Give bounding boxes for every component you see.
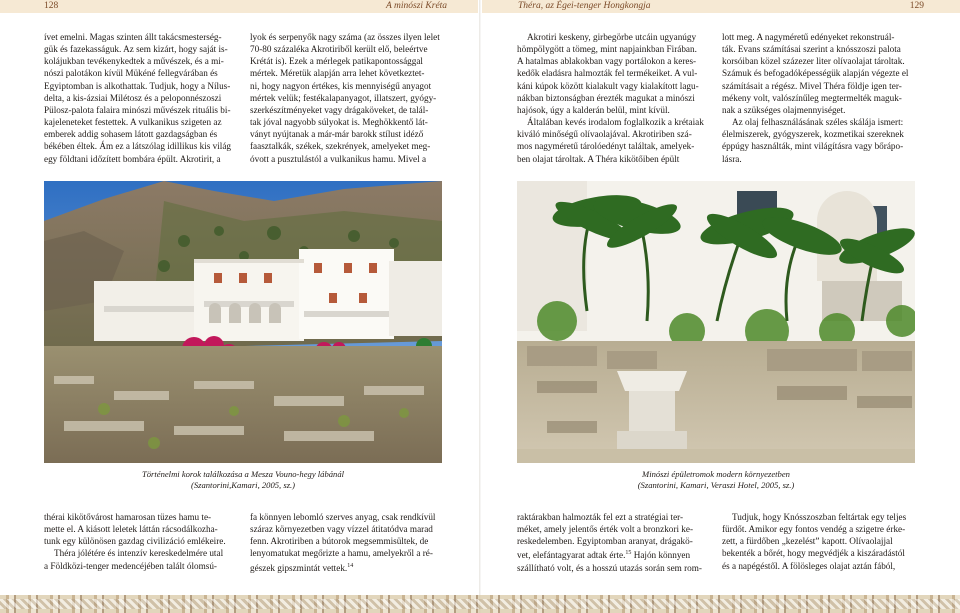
paragraph-line: tunk egy különösen gazdag civilizáció emlékeire. [44,536,226,547]
left-photo-caption [44,469,442,491]
right-top-column-1 [517,31,711,165]
left-top-column-1 [44,31,242,165]
paragraph-line: kajeleneteket festettek. A vulkanikus szigeten az [44,117,222,128]
left-top-column-2 [250,31,445,165]
paragraph-line: ben olajat tároltak. A Théra kikötőiben épült [517,153,680,164]
paragraph-line: Krétát is). Ezek a mérlegek patikapontossággal [250,56,423,67]
paragraph-line: lenyomatukat megőrizte a hamu, amelyekről a ré- [250,548,433,559]
paragraph-line: delta, a kis-ázsiai Milétosz és a peloponnészoszi [44,92,222,103]
paragraph-line: ni, hogy nagyon értékes, kis mennyiségű anyagot [250,80,432,91]
paragraph-line: méket, amely jelentős érték volt a bronzkori ke- [517,524,694,535]
paragraph-line: fa könnyen lebomló szerves anyag, csak rendkívül [250,512,436,522]
paragraph-line [250,560,445,574]
left-bottom-column-2 [250,511,445,574]
right-running-title: Théra, az Égei-tenger Hongkongja [518,1,651,11]
paragraph-line: nószi palotákon kívül Mükéné fellegvárában és [44,68,218,79]
paragraph-line: lyok és serpenyők nagy száma (az összes ilyen lelet [250,32,440,42]
paragraph-line: Akrotiri keskeny, girbegörbe utcáin ugyanúgy [527,32,697,42]
paragraph-line: száraz környezetben vagy vízzel átitatódva marad [250,524,433,535]
caption-title: Történelmi korok találkozása a Mesza Vouno-hegy lábánál [141,469,345,479]
paragraph-line: fürdőt. Amikor egy fontos vendég a szigetre érke- [722,524,906,535]
left-page-header [0,0,478,13]
paragraph-line: Számuk és befogadóképességük alapján végezte el [722,68,909,79]
paragraph-line: 70-80 százaléka Akrotiriből került elő, beleértve [250,44,428,55]
palm-garden-ruins-photo [517,181,915,463]
paragraph-line: nákban biztonságban érezték magukat a minószi [517,92,695,103]
paragraph-line: számításait a régész. Mivel Théra földje igen ter- [722,80,902,91]
paragraph-line: lott meg. A nagyméretű edényeket rekonstruál- [722,32,895,42]
right-photo-caption [517,469,915,491]
paragraph-line: reskedelemben. Egyiptomban aranyat, drágakö- [517,536,693,547]
paragraph-line: nak a szükséges olajmennyiséget. [722,104,846,115]
paragraph-line: Egyiptomban is alkothattak. Tudjuk, hogy a Nílus- [44,80,231,91]
paragraph-line [517,547,711,561]
right-page-header [482,0,960,13]
paragraph-line: Általában kevés irodalom foglalkozik a krétaiak [527,117,704,128]
hillside-village-photo [44,181,442,463]
paragraph-line: raktárakban halmozták fel ezt a stratégiai ter- [517,512,684,522]
paragraph-line: mértek velük; festékalapanyagot, illatszert, gyógy- [250,92,437,103]
paragraph-line: Théra jólétére és intenzív kereskedelmére utal [54,548,224,559]
footnote-ref: 14 [347,562,354,569]
paragraph-line: Pülosz-palota falaira minószi művészek rituális bi- [44,104,231,115]
right-bottom-column-2 [722,511,916,572]
line-text: gészek gipszmintát vettek. [250,562,348,573]
caption-title: Minószi épületromok modern környezetben [642,469,790,479]
page-gutter [479,0,481,613]
paragraph-line: korsóiban közel százezer liter olívaolajat tároltak. [722,56,905,67]
paragraph-line: élelmiszerek, gyógyszerek, kozmetikai szereknek [722,129,904,140]
right-bottom-column-1 [517,511,711,574]
paragraph-line: mette el. A kiásott leletek láttán rácsodálkozha- [44,524,218,535]
decorative-border [0,595,960,613]
paragraph-line: ványt nyújtanak a már-már barokk stílust idéző [250,129,424,140]
paragraph-line: és a napégéstől. A fölösleges olajat aztán fából, [722,560,896,571]
paragraph-line: a Földközi-tenger medencéjében talált ólomsú- [44,560,217,571]
left-running-title: A minószi Kréta [386,1,448,11]
paragraph-line: lásra. [722,153,742,164]
paragraph-line: óvott a pusztulástól a vulkanikus hamu. Mivel a [250,153,427,164]
paragraph-line: kedők eladásra halmozták fel termékeiket. A vul- [517,68,698,79]
paragraph-line: mos nagyméretű tárolóedényt találtak, amelyek- [517,141,695,152]
paragraph-line: ták. Evans számításai szerint a knósszoszi palota [722,44,901,55]
paragraph-line: ívet emelni. Magas szinten állt takácsmesterség- [44,32,222,42]
right-top-column-2 [722,31,916,165]
paragraph-line: éppúgy használták, mint világításra vagy bőrápo- [722,141,904,152]
paragraph-line: egy földtani időzített bombára épült. Akrotirit, a [44,153,221,164]
line-text: vet, elefántagyarat adtak érte. [517,550,626,561]
paragraph-line: Tudjuk, hogy Knósszoszban feltártak egy teljes [732,512,907,522]
paragraph-line: gük és fazekasságuk. Az sem kizárt, hogy saját is- [44,44,228,55]
paragraph-line: zett, a fürdőben „kezelést” kapott. Olívaolajjal [722,536,893,547]
caption-credit: (Szantorini, Kamari, Veraszi Hotel, 2005, sz.) [637,480,795,490]
paragraph-line: emberek addig sohasem látott gazdagságban és [44,129,218,140]
paragraph-line: thérai kikötővárost hamarosan tüzes hamu te- [44,512,212,522]
paragraph-line: fenn. Akrotiriben a bútorok megsemmisültek, de [250,536,429,547]
paragraph-line: békében éltek. Ám ez a látszólag idillikus kis világ [44,141,232,152]
paragraph-line: szállítható volt, és a hosszú utazás során sem rom- [517,562,702,573]
left-page-number: 128 [44,1,59,11]
paragraph-line: mékeny volt, valószínűleg megtermelték maguk- [722,92,902,103]
paragraph-line: kiváló minőségű olívaolajával. Akrotiriben szá- [517,129,692,140]
paragraph-line: hajósok, úgy a kalderán belül, mint kívül. [517,104,670,115]
paragraph-line: hömpölygött a tömeg, mint napjainkban Firában. [517,44,697,55]
right-page-number: 129 [909,1,924,11]
paragraph-line: mértek. Méretük alapján arra lehet következtet- [250,68,425,79]
paragraph-line: tak jóval nagyobb súlyokat is. Meghökkentő lát- [250,117,428,128]
paragraph-line: kolájukban tevékenykedtek a művészek, és a mi- [44,56,224,67]
caption-credit: (Szantorini,Kamari, 2005, sz.) [190,480,296,490]
paragraph-line: szerkészítményeket vagy drágaköveket, de talál- [250,104,429,115]
paragraph-line: A hatalmas ablakokban vagy portálokon a keres- [517,56,697,67]
paragraph-line: káni kúpok között kialakult vagy kialakított lagu- [517,80,699,91]
left-bottom-column-1 [44,511,242,572]
line-text: Hajón könnyen [633,550,691,561]
paragraph-line: faasztalkák, székek, szekrények, amelyeket meg- [250,141,431,152]
paragraph-line: bekenték a bőrét, hogy megvédjék a kiszáradástól [722,548,905,559]
paragraph-line: Az olaj felhasználásának széles skálája ismert: [732,117,904,128]
footnote-ref: 15 [625,550,632,557]
